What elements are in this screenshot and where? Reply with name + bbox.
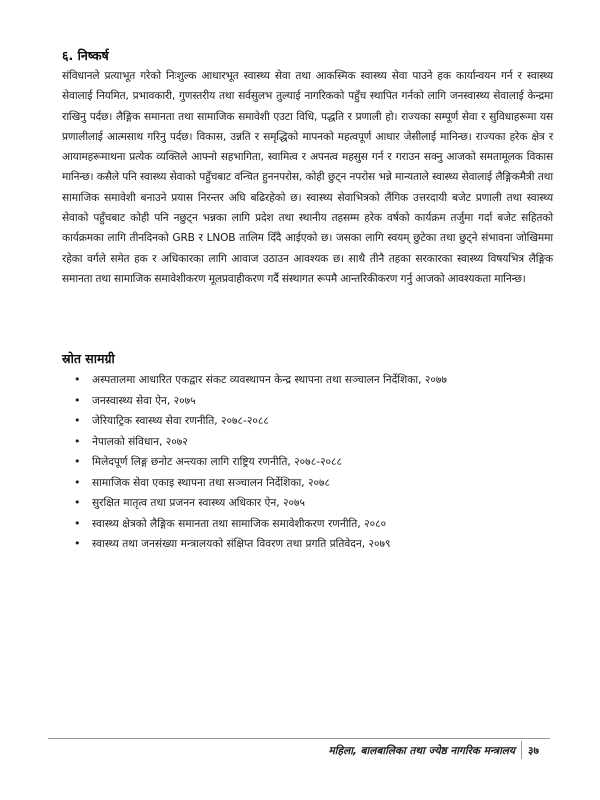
footer-separator — [521, 741, 522, 759]
reference-text: स्वास्थ्य क्षेत्रको लैङ्गिक समानता तथा सामाजिक समावेशीकरण रणनीति, २०८० — [92, 517, 387, 530]
bullet-icon: • — [74, 434, 81, 448]
bullet-icon: • — [74, 496, 81, 509]
reference-item — [62, 452, 552, 473]
reference-text: सामाजिक सेवा एकाइ स्थापना तथा सञ्चालन निर्देशिका, २०७८ — [92, 476, 330, 489]
reference-item — [62, 411, 552, 432]
bullet-icon: • — [74, 475, 81, 489]
reference-item — [62, 493, 552, 514]
references-heading: स्रोत सामग्री — [62, 351, 115, 366]
reference-text: जेरियाट्रिक स्वास्थ्य सेवा रणनीति, २०७८-२०८८ — [92, 415, 269, 427]
reference-text: स्वास्थ्य तथा जनसंख्या मन्त्रालयको संक्षिप्त विवरण तथा प्रगति प्रतिवेदन, २०७९ — [92, 538, 391, 550]
conclusion-heading: ६. निष्कर्ष — [62, 48, 109, 63]
bullet-icon: • — [74, 455, 81, 468]
bullet-icon: • — [74, 537, 81, 550]
reference-text: अस्पतालमा आधारित एकद्वार संकट व्यवस्थापन केन्द्र स्थापना तथा सञ्चालन निर्देशिका, २०७७ — [92, 374, 447, 386]
page-number: ३७ — [528, 745, 539, 757]
reference-text: मिलेदपूर्ण लिङ्ग छनोट अन्त्यका लागि राष्ट्रिय रणनीति, २०७८-२०८८ — [92, 456, 343, 468]
reference-item — [62, 473, 552, 494]
bullet-icon: • — [74, 393, 81, 407]
reference-item — [62, 391, 552, 412]
reference-item — [62, 432, 552, 453]
footer-divider — [48, 738, 550, 739]
footer-ministry-name: महिला, बालबालिका तथा ज्येष्ठ नागरिक मन्त्रालय — [328, 745, 515, 757]
bullet-icon: • — [74, 373, 81, 386]
bullet-icon: • — [74, 516, 81, 530]
conclusion-paragraph: संविधानले प्रत्याभूत गरेको निःशुल्क आधारभूत स्वास्थ्य सेवा तथा आकस्मिक स्वास्थ्य सेवा पाउने हक कार्यान्वयन गर्न र स्वास्थ्य सेवालाई नियमित, प्रभावकारी, गुणस्तरीय तथा सर्वसुलभ तुल्याई नागरिकको पहुँच स्थापित गर्नको लागि जनस्वास्थ्य सेवालाई केन्द्रमा राखिनु पर्दछ। लैङ्गिक समानता तथा सामाजिक समावेशी एउटा विधि, पद्धति र प्रणाली हो। राज्यका सम्पूर्ण सेवा र सुविधाहरूमा यस प्रणालीलाई आत्मसाथ गरिनु पर्दछ। विकास, उन्नति र समृद्धिको मापनको महत्वपूर्ण आधार जेसीलाई मानिन्छ। राज्यका हरेक क्षेत्र र आयामहरूमाथना प्रत्येक व्यक्तिले आफ्नो सहभागिता, स्वामित्व र अपनत्व महसुस गर्न र गराउन सक्नु आजको समतामूलक विकास मानिन्छ। कसैले पनि स्वास्थ्य सेवाको पहुँचबाट वन्चित हुननपरोस, कोही छुट्न नपरोस भन्ने मान्यताले स्वास्थ्य सेवालाई लैङ्गिकमैत्री तथा सामाजिक समावेशी बनाउने प्रयास निरन्तर अघि बढिरहेको छ। स्वास्थ्य सेवाभित्रको लैंगिक उत्तरदायी बजेट प्रणाली तथा स्वास्थ्य सेवाको पहुँचबाट कोही पनि नछुट्न भन्नका लागि प्रदेश तथा स्थानीय तहसम्म हरेक वर्षको कार्यक्रम तर्जुमा गर्दा बजेट सहितको कार्यक्रमका लागि तीनदिनको GRB र LNOB तालिम दिँदै आईएको छ। जसका लागि स्वयम् छुटेका तथा छुट्ने संभावना जोखिममा रहेका वर्गले समेत हक र अधिकारका लागि आवाज उठाउन आवश्यक छ। साथै तीनै तहका सरकारका स्वास्थ्य विषयभित्र लैङ्गिक समानता तथा सामाजिक समावेशीकरण मूलप्रवाहीकरण गर्दै संस्थागत रूपमै आन्तरिकीकरण गर्नु आजको आवश्यकता मानिन्छ। — [62, 70, 553, 285]
reference-text: जनस्वास्थ्य सेवा ऐन, २०७५ — [92, 394, 196, 407]
reference-item — [62, 534, 552, 555]
bullet-icon: • — [74, 414, 81, 427]
reference-text: नेपालको संविधान, २०७२ — [92, 435, 188, 448]
reference-item — [62, 370, 552, 391]
reference-text: सुरक्षित मातृत्व तथा प्रजनन स्वास्थ्य अधिकार ऐन, २०७५ — [92, 497, 306, 509]
references-list — [62, 370, 552, 555]
reference-item — [62, 514, 552, 535]
